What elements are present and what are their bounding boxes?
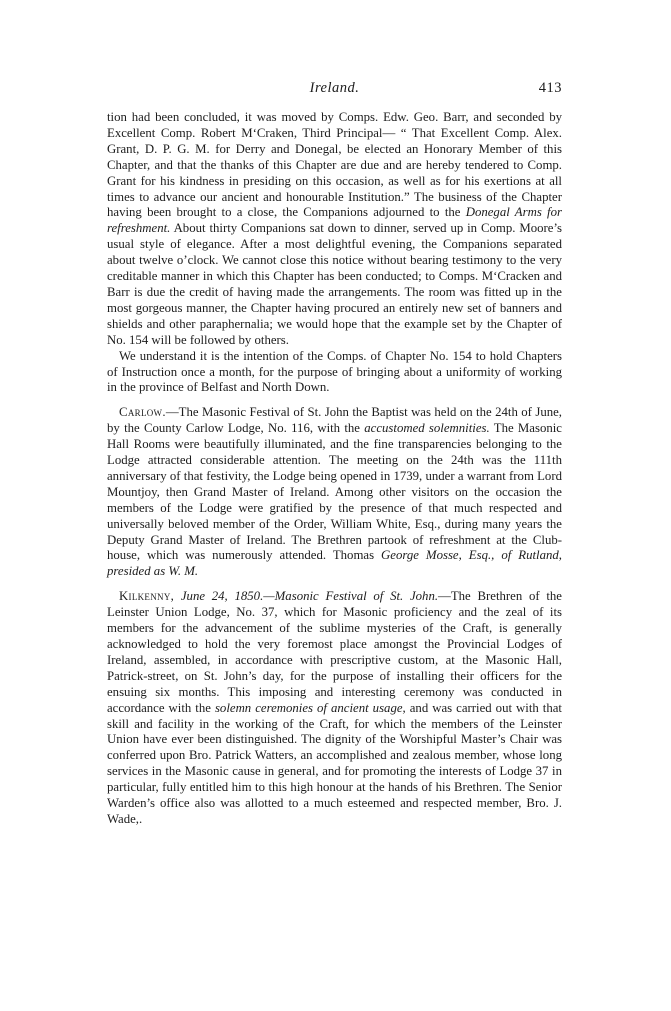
italic-text-run: George Mosse, Esq., of Rutland, presided as W. M. xyxy=(107,548,562,579)
text-run: tion had been concluded, it was moved by Comps. Edw. Geo. Barr, and seconded by Excellent Comp. Robert M‘Craken, Third Principal— “ That Excellent Comp. Alex. Grant, D. P. G. M. for Derry and Donegal, be elected an Honorary Member of this Chapter, and that the thanks of this Chapter are due and are hereby tendered to Comp. Grant for his kindness in presiding on this occasion, as well as for his exertions at all times to advance our ancient and honourable Institution.” The business of the Chapter having been brought to a close, the Companions adjourned to the xyxy=(107,110,562,220)
paragraph-kilkenny xyxy=(107,589,562,828)
text-run: —The Brethren of the Leinster Union Lodge, No. 37, which for Masonic proficiency and the zeal of its members for the advancement of the sublime mysteries of the Craft, is generally acknowledged to hold the very foremost place amongst the Provincial Lodges of Ireland, assembled, in accordance with prescriptive custom, at the Masonic Hall, Patrick-street, on St. John’s day, for the purpose of installing their officers for the ensuing six months. This imposing and interesting ceremony was conducted in accordance with the xyxy=(107,589,562,715)
text-run: About thirty Companions sat down to dinner, served up in Comp. Moore’s usual style of elegance. After a most delightful evening, the Companions separated about twelve o’clock. We cannot close this notice without bearing testimony to the very creditable manner in which this Chapter has been conducted; to Comps. M‘Cracken and Barr is due the credit of having made the arrangements. The room was fitted up in the most gorgeous manner, the Chapter having procured an entirely new set of banners and shields and other paraphernalia; we would hope that the example set by the Chapter of No. 154 will be followed by others. xyxy=(107,221,562,347)
paragraph-chapters-of-instruction: We understand it is the intention of the Comps. of Chapter No. 154 to hold Chapters of Instruction once a month, for the purpose of bringing about a uniformity of working in the province of Belfast and North Down. xyxy=(107,348,562,395)
paragraph-carlow xyxy=(107,405,562,580)
running-title: Ireland. xyxy=(309,80,360,96)
place-heading-kilkenny: Kilkenny, xyxy=(119,589,175,604)
book-page xyxy=(107,80,562,828)
text-run: and was carried out with that skill and facility in the working of the Craft, for which the members of the Leinster Union have ever been distinguished. The dignity of the Worshipful Master’s Chair was conferred upon Bro. Patrick Watters, an accomplished and zealous member, whose long services in the Masonic cause in general, and for promoting the interests of Lodge 37 in particular, fully entitled him to this high honour at the hands of his Brethren. The Senior Warden’s office also was allotted to a much esteemed and respected member, Bro. J. Wade,. xyxy=(107,700,562,826)
page-number: 413 xyxy=(538,80,562,96)
italic-text-run: June 24, 1850.—Masonic Festival of St. John. xyxy=(174,589,439,604)
place-heading-carlow: Carlow. xyxy=(119,405,166,420)
italic-text-run: accustomed solemnities. xyxy=(364,421,490,436)
running-header xyxy=(107,80,562,110)
italic-text-run: Donegal Arms for refreshment. xyxy=(107,205,562,236)
body-text xyxy=(107,110,562,828)
text-run: The Masonic Hall Rooms were beautifully illuminated, and the fine transparencies belonging to the Lodge attracted considerable attention. The meeting on the 24th was the 111th anniversary of that festivity, the Lodge being opened in 1739, under a warrant from Lord Mountjoy, then Grand Master of Ireland. Among other visitors on the occasion the members of the Lodge were gratified by the presence of that much respected and universally beloved member of the Order, William White, Esq., during many years the Deputy Grand Master of Ireland. The Brethren partook of refreshment at the Club-house, which was numerously attended. Thomas xyxy=(107,421,562,563)
italic-text-run: solemn ceremonies of ancient usage, xyxy=(214,700,406,715)
text-run: —The Masonic Festival of St. John the Baptist was held on the 24th of June, by the County Carlow Lodge, No. 116, with the xyxy=(107,405,562,436)
paragraph-chapter-proceedings xyxy=(107,110,562,349)
